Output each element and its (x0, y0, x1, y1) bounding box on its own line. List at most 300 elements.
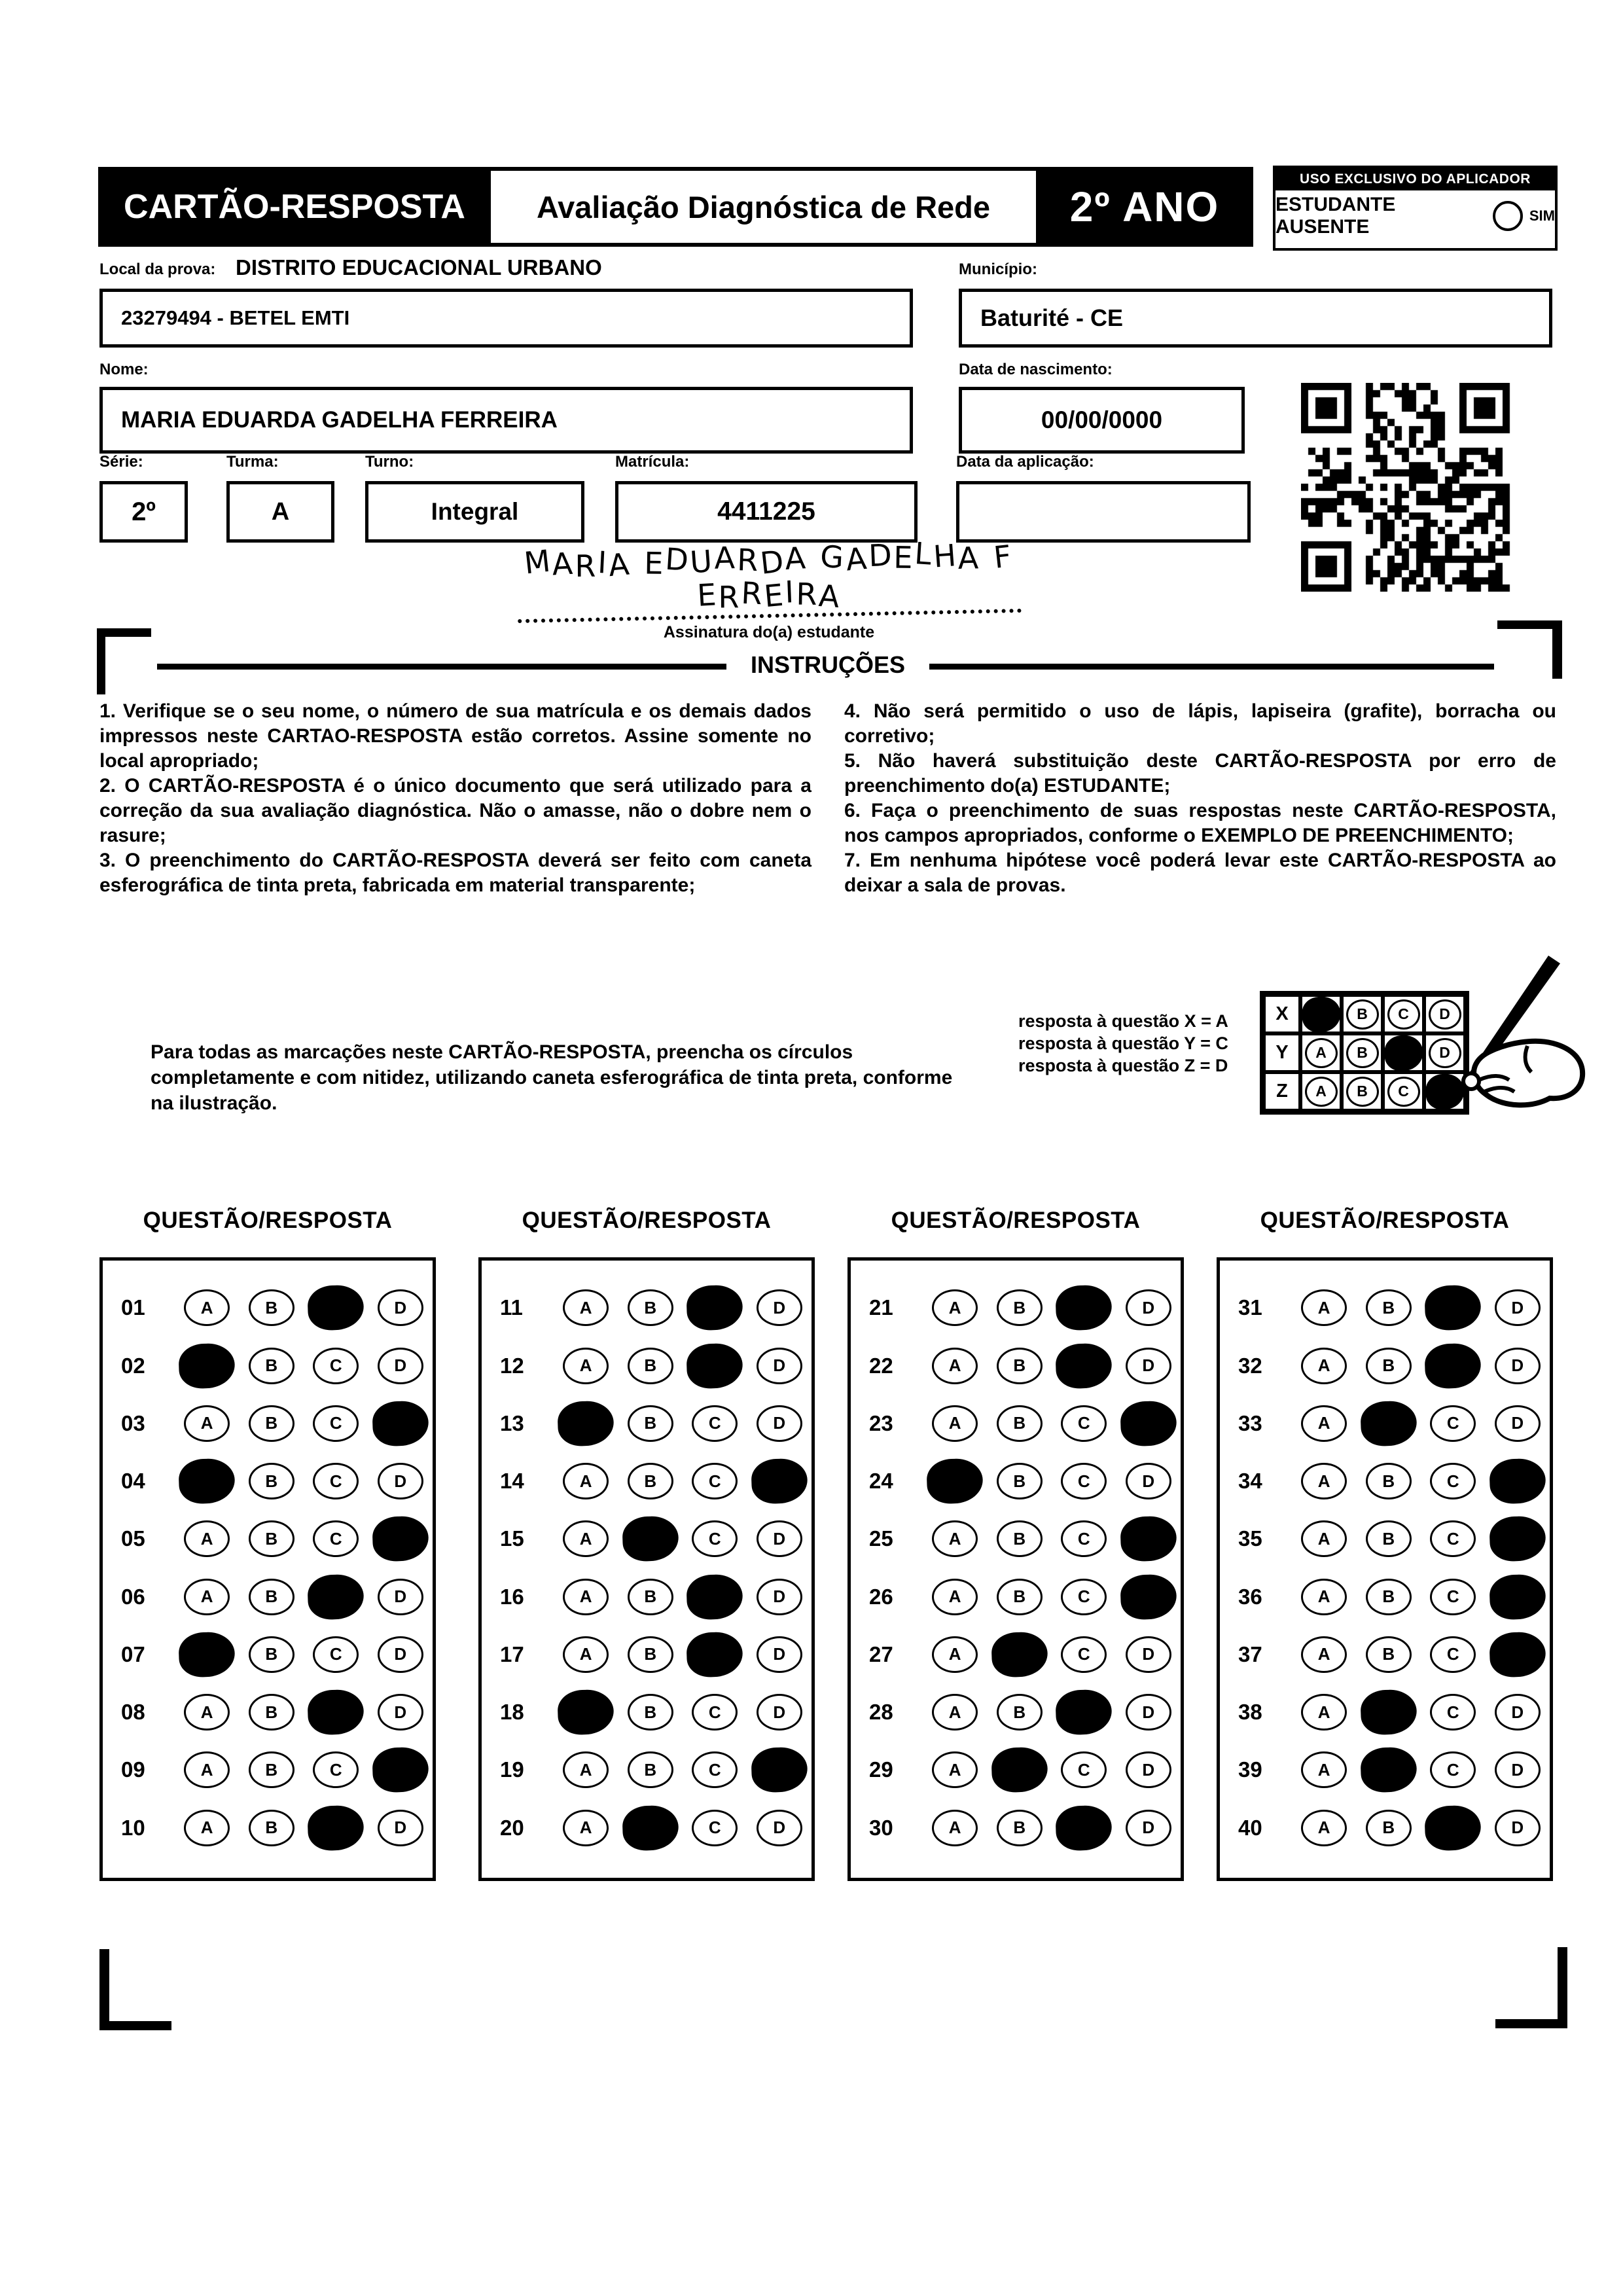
answer-bubble-26-c[interactable]: C (1061, 1579, 1107, 1615)
example-bubble-cell (1342, 1072, 1383, 1111)
answer-bubble-36-b[interactable]: B (1366, 1579, 1412, 1615)
answer-bubble-24-d[interactable]: D (1126, 1463, 1171, 1499)
answer-row (103, 1751, 433, 1788)
answer-bubble-18-c[interactable]: C (692, 1694, 738, 1731)
answer-bubble-36-a[interactable]: A (1301, 1579, 1347, 1615)
answer-bubble-21-a[interactable]: A (932, 1289, 978, 1326)
municipio-field: Baturité - CE (959, 289, 1552, 348)
answer-bubble-22-a[interactable]: A (932, 1348, 978, 1384)
answer-bubble-08-b[interactable]: B (249, 1694, 294, 1731)
answer-bubble-11-c[interactable] (686, 1285, 743, 1331)
answer-bubble-06-a[interactable]: A (184, 1579, 230, 1615)
answer-bubble-35-b[interactable]: B (1366, 1520, 1412, 1557)
answer-bubble-40-b[interactable]: B (1366, 1810, 1412, 1846)
answer-bubble-16-a[interactable]: A (563, 1579, 609, 1615)
answer-bubble-38-d[interactable]: D (1495, 1694, 1541, 1731)
answer-bubble-38-a[interactable]: A (1301, 1694, 1347, 1731)
answer-bubble-05-d[interactable] (372, 1516, 429, 1562)
bubble-slot (1052, 1289, 1116, 1326)
example-bubble-x-a (1301, 996, 1342, 1033)
bubble-slot (1421, 1636, 1486, 1673)
school-field: 23279494 - BETEL EMTI (99, 289, 913, 348)
answer-grid (847, 1257, 1184, 1881)
bubble-slot (304, 1636, 368, 1673)
bubble-slot (554, 1463, 618, 1499)
answer-section-title: QUESTÃO/RESPOSTA (522, 1208, 772, 1233)
example-bubble-x-d: D (1429, 999, 1461, 1030)
aplicacao-field (956, 481, 1251, 543)
answer-section-title: QUESTÃO/RESPOSTA (143, 1208, 393, 1233)
answer-bubble-40-a[interactable]: A (1301, 1810, 1347, 1846)
exam-title: Avaliação Diagnóstica de Rede (491, 171, 1036, 243)
answer-bubble-39-a[interactable]: A (1301, 1751, 1347, 1788)
example-legend-line: resposta à questão Y = C (1018, 1033, 1228, 1053)
answer-bubble-20-c[interactable]: C (692, 1810, 738, 1846)
answer-bubble-32-d[interactable]: D (1495, 1348, 1541, 1384)
answer-bubble-04-c[interactable]: C (313, 1463, 359, 1499)
answer-bubble-04-b[interactable]: B (249, 1463, 294, 1499)
answer-bubble-25-b[interactable]: B (997, 1520, 1043, 1557)
answer-bubble-26-b[interactable]: B (997, 1579, 1043, 1615)
bubble-slot (368, 1289, 433, 1326)
answer-bubble-23-d[interactable] (1120, 1400, 1177, 1446)
answer-bubble-07-d[interactable]: D (378, 1636, 423, 1673)
bubble-slot (1421, 1463, 1486, 1499)
answer-bubble-15-c[interactable]: C (692, 1520, 738, 1557)
answer-bubble-07-c[interactable]: C (313, 1636, 359, 1673)
answer-bubble-27-c[interactable]: C (1061, 1636, 1107, 1673)
answer-bubble-13-a[interactable] (557, 1400, 615, 1446)
bubble-slot (683, 1348, 747, 1384)
absent-option-label: SIM (1529, 207, 1555, 224)
question-number: 28 (869, 1700, 893, 1725)
bubble-slot (175, 1751, 240, 1788)
answer-bubble-15-a[interactable]: A (563, 1520, 609, 1557)
answer-bubble-05-a[interactable]: A (184, 1520, 230, 1557)
answer-bubble-22-c[interactable] (1055, 1342, 1113, 1389)
answer-bubble-06-b[interactable]: B (249, 1579, 294, 1615)
bubble-slot (683, 1405, 747, 1442)
answer-bubble-19-d[interactable] (751, 1747, 808, 1793)
answer-bubble-06-d[interactable]: D (378, 1579, 423, 1615)
bubble-slot (747, 1810, 812, 1846)
answer-bubble-16-d[interactable]: D (757, 1579, 802, 1615)
answer-bubble-32-a[interactable]: A (1301, 1348, 1347, 1384)
answer-bubble-27-b[interactable] (991, 1631, 1048, 1677)
signature-text: MARIA EDUARDA GADELHA FERREIRA (516, 537, 1022, 623)
answer-bubble-33-d[interactable]: D (1495, 1405, 1541, 1442)
bubble-slot (987, 1636, 1052, 1673)
bubble-slot (175, 1405, 240, 1442)
absent-checkbox-circle[interactable] (1493, 201, 1523, 231)
answer-bubble-35-d[interactable] (1489, 1516, 1546, 1562)
bubble-slot (683, 1694, 747, 1731)
serie-field: 2º (99, 481, 188, 543)
question-number: 25 (869, 1526, 893, 1551)
instruction-item: 1. Verifique se o seu nome, o número de sua matrícula e os demais dados impressos neste CARTAO-RESPOSTA estão corretos. Assine somente no local apropriado; (99, 700, 812, 772)
answer-bubble-23-a[interactable]: A (932, 1405, 978, 1442)
nome-field: MARIA EDUARDA GADELHA FERREIRA (99, 387, 913, 454)
answer-bubble-24-a[interactable] (926, 1458, 984, 1504)
bubble-slot (923, 1579, 988, 1615)
answer-bubble-23-b[interactable]: B (997, 1405, 1043, 1442)
answer-bubble-29-a[interactable]: A (932, 1751, 978, 1788)
answer-section-title: QUESTÃO/RESPOSTA (891, 1208, 1141, 1233)
bubble-slot (618, 1520, 683, 1557)
answer-bubble-15-b[interactable] (622, 1516, 679, 1562)
bubble-slot (1052, 1579, 1116, 1615)
instruction-item: 7. Em nenhuma hipótese você poderá levar este CARTÃO-RESPOSTA ao deixar a sala de provas. (844, 850, 1556, 896)
bubble-slot (923, 1751, 988, 1788)
answer-bubble-03-b[interactable]: B (249, 1405, 294, 1442)
answer-bubble-07-a[interactable] (178, 1631, 236, 1677)
answer-bubble-30-b[interactable]: B (997, 1810, 1043, 1846)
bubble-slot (1292, 1405, 1357, 1442)
bubble-slot (554, 1348, 618, 1384)
answer-bubble-35-a[interactable]: A (1301, 1520, 1347, 1557)
bubble-slot (923, 1405, 988, 1442)
qr-code (1301, 383, 1512, 594)
bubble-slot (987, 1348, 1052, 1384)
answer-bubble-39-b[interactable] (1360, 1747, 1418, 1793)
answer-row (1220, 1579, 1550, 1615)
answer-bubble-12-b[interactable]: B (628, 1348, 673, 1384)
signature-area (517, 535, 1021, 642)
turno-field: Integral (365, 481, 584, 543)
question-number: 02 (121, 1353, 145, 1378)
answer-bubble-33-b[interactable] (1360, 1400, 1418, 1446)
answer-bubble-14-a[interactable]: A (563, 1463, 609, 1499)
answer-bubble-28-d[interactable]: D (1126, 1694, 1171, 1731)
bubble-slot (987, 1751, 1052, 1788)
answer-bubble-36-d[interactable] (1489, 1573, 1546, 1620)
answer-bubble-10-d[interactable]: D (378, 1810, 423, 1846)
answer-bubble-31-d[interactable]: D (1495, 1289, 1541, 1326)
bubble-slot (1421, 1289, 1486, 1326)
bubble-slot (368, 1463, 433, 1499)
aplicacao-label: Data da aplicação: (956, 453, 1094, 471)
bubble-slot (1052, 1810, 1116, 1846)
answer-bubble-24-b[interactable]: B (997, 1463, 1043, 1499)
bubble-slot (175, 1810, 240, 1846)
answer-bubble-02-b[interactable]: B (249, 1348, 294, 1384)
bubble-slot (1292, 1463, 1357, 1499)
answer-bubble-02-c[interactable]: C (313, 1348, 359, 1384)
answer-bubble-32-b[interactable]: B (1366, 1348, 1412, 1384)
answer-bubble-21-b[interactable]: B (997, 1289, 1043, 1326)
answer-bubble-29-c[interactable]: C (1061, 1751, 1107, 1788)
answer-bubble-04-d[interactable]: D (378, 1463, 423, 1499)
bubble-slot (239, 1579, 304, 1615)
answer-bubble-13-b[interactable]: B (628, 1405, 673, 1442)
bubble-slot (239, 1348, 304, 1384)
answer-bubble-16-b[interactable]: B (628, 1579, 673, 1615)
local-value: DISTRITO EDUCACIONAL URBANO (236, 255, 602, 279)
bubble-slot (368, 1405, 433, 1442)
bubble-slot (747, 1636, 812, 1673)
answer-bubble-28-c[interactable] (1055, 1689, 1113, 1735)
answer-bubble-03-d[interactable] (372, 1400, 429, 1446)
answer-bubble-15-d[interactable]: D (757, 1520, 802, 1557)
question-number: 29 (869, 1757, 893, 1782)
answer-row (103, 1579, 433, 1615)
bubble-slot (1116, 1579, 1181, 1615)
answer-bubble-25-d[interactable] (1120, 1516, 1177, 1562)
bubble-slot (554, 1751, 618, 1788)
answer-row (482, 1405, 812, 1442)
answer-bubble-38-c[interactable]: C (1430, 1694, 1476, 1731)
answer-bubble-19-c[interactable]: C (692, 1751, 738, 1788)
example-bubble-y-d: D (1429, 1038, 1461, 1068)
answer-bubble-36-c[interactable]: C (1430, 1579, 1476, 1615)
question-number: 31 (1238, 1295, 1262, 1320)
question-number: 18 (500, 1700, 524, 1725)
answer-bubble-01-b[interactable]: B (249, 1289, 294, 1326)
answer-bubble-13-c[interactable]: C (692, 1405, 738, 1442)
bubble-slot (239, 1751, 304, 1788)
answer-bubble-01-a[interactable]: A (184, 1289, 230, 1326)
bubble-slot (1292, 1810, 1357, 1846)
bubble-slot (747, 1579, 812, 1615)
bubble-slot (368, 1810, 433, 1846)
bubble-slot (175, 1694, 240, 1731)
example-row-label: X (1264, 995, 1300, 1033)
answer-bubble-08-d[interactable]: D (378, 1694, 423, 1731)
bubble-slot (1485, 1579, 1550, 1615)
bubble-slot (304, 1579, 368, 1615)
question-number: 04 (121, 1469, 145, 1494)
answer-row (103, 1463, 433, 1499)
answer-bubble-16-c[interactable] (686, 1573, 743, 1620)
bubble-slot (1421, 1579, 1486, 1615)
answer-bubble-40-d[interactable]: D (1495, 1810, 1541, 1846)
answer-bubble-27-a[interactable]: A (932, 1636, 978, 1673)
answer-bubble-10-a[interactable]: A (184, 1810, 230, 1846)
answer-row (1220, 1463, 1550, 1499)
answer-bubble-20-a[interactable]: A (563, 1810, 609, 1846)
instruction-item: 6. Faça o preenchimento de suas respostas neste CARTÃO-RESPOSTA, nos campos apropriados, conforme o EXEMPLO DE PREENCHIMENTO; (844, 800, 1556, 846)
bubble-slot (923, 1520, 988, 1557)
answer-bubble-14-d[interactable] (751, 1458, 808, 1504)
answer-bubble-17-a[interactable]: A (563, 1636, 609, 1673)
answer-bubble-31-b[interactable]: B (1366, 1289, 1412, 1326)
answer-bubble-10-b[interactable]: B (249, 1810, 294, 1846)
bubble-slot (304, 1348, 368, 1384)
example-bubble-x-b: B (1346, 999, 1379, 1030)
bubble-slot (368, 1694, 433, 1731)
answer-bubble-25-a[interactable]: A (932, 1520, 978, 1557)
bubble-slot (618, 1348, 683, 1384)
answer-bubble-14-c[interactable]: C (692, 1463, 738, 1499)
answer-row (851, 1520, 1181, 1557)
answer-bubble-09-b[interactable]: B (249, 1751, 294, 1788)
answer-bubble-20-b[interactable] (622, 1804, 679, 1851)
answer-row (851, 1579, 1181, 1615)
bubble-slot (175, 1463, 240, 1499)
answer-bubble-34-c[interactable]: C (1430, 1463, 1476, 1499)
answer-bubble-17-c[interactable] (686, 1631, 743, 1677)
bubble-slot (1356, 1520, 1421, 1557)
answer-bubble-28-b[interactable]: B (997, 1694, 1043, 1731)
bubble-slot (1292, 1579, 1357, 1615)
answer-grid (99, 1257, 436, 1881)
bubble-slot (175, 1520, 240, 1557)
bubble-slot (368, 1348, 433, 1384)
question-number: 27 (869, 1641, 893, 1666)
example-legend (1018, 1010, 1228, 1077)
answer-row (103, 1348, 433, 1384)
answer-bubble-37-a[interactable]: A (1301, 1636, 1347, 1673)
answer-bubble-29-b[interactable] (991, 1747, 1048, 1793)
corner-mark-bottom-left (99, 1949, 171, 2030)
applicator-box (1273, 166, 1558, 251)
example-bubble-cell (1342, 1033, 1383, 1072)
answer-bubble-11-a[interactable]: A (563, 1289, 609, 1326)
answer-grid (1217, 1257, 1553, 1881)
bubble-slot (618, 1810, 683, 1846)
matricula-label: Matrícula: (615, 453, 690, 471)
bubble-slot (1421, 1810, 1486, 1846)
answer-bubble-34-b[interactable]: B (1366, 1463, 1412, 1499)
answer-row (103, 1520, 433, 1557)
answer-row (103, 1289, 433, 1326)
bubble-slot (239, 1636, 304, 1673)
answer-bubble-09-a[interactable]: A (184, 1751, 230, 1788)
answer-bubble-39-d[interactable]: D (1495, 1751, 1541, 1788)
bubble-slot (923, 1810, 988, 1846)
answer-row (851, 1348, 1181, 1384)
answer-row (103, 1810, 433, 1846)
answer-bubble-17-d[interactable]: D (757, 1636, 802, 1673)
answer-bubble-09-c[interactable]: C (313, 1751, 359, 1788)
answer-bubble-26-a[interactable]: A (932, 1579, 978, 1615)
answer-bubble-05-b[interactable]: B (249, 1520, 294, 1557)
answer-bubble-01-d[interactable]: D (378, 1289, 423, 1326)
answer-bubble-30-d[interactable]: D (1126, 1810, 1171, 1846)
answer-bubble-34-d[interactable] (1489, 1458, 1546, 1504)
bubble-slot (1116, 1636, 1181, 1673)
answer-bubble-12-a[interactable]: A (563, 1348, 609, 1384)
bubble-slot (1421, 1348, 1486, 1384)
answer-bubble-35-c[interactable]: C (1430, 1520, 1476, 1557)
answer-bubble-18-a[interactable] (557, 1689, 615, 1735)
answer-bubble-09-d[interactable] (372, 1747, 429, 1793)
answer-bubble-08-a[interactable]: A (184, 1694, 230, 1731)
answer-row (482, 1636, 812, 1673)
answer-bubble-11-d[interactable]: D (757, 1289, 802, 1326)
answer-bubble-18-b[interactable]: B (628, 1694, 673, 1731)
example-bubble-z-b: B (1346, 1077, 1379, 1107)
answer-bubble-14-b[interactable]: B (628, 1463, 673, 1499)
answer-bubble-02-a[interactable] (178, 1342, 236, 1389)
answer-bubble-21-d[interactable]: D (1126, 1289, 1171, 1326)
answer-bubble-18-d[interactable]: D (757, 1694, 802, 1731)
answer-bubble-19-b[interactable]: B (628, 1751, 673, 1788)
answer-bubble-25-c[interactable]: C (1061, 1520, 1107, 1557)
answer-bubble-32-c[interactable] (1424, 1342, 1482, 1389)
bubble-slot (175, 1348, 240, 1384)
answer-bubble-04-a[interactable] (178, 1458, 236, 1504)
question-number: 01 (121, 1295, 145, 1320)
answer-bubble-29-d[interactable]: D (1126, 1751, 1171, 1788)
answer-bubble-10-c[interactable] (307, 1804, 365, 1851)
answer-bubble-40-c[interactable] (1424, 1804, 1482, 1851)
instruction-item: 2. O CARTÃO-RESPOSTA é o único documento que será utilizado para a correção da sua avaliação diagnóstica. Não o amasse, não o dobre nem o rasure; (99, 775, 812, 846)
answer-bubble-07-b[interactable]: B (249, 1636, 294, 1673)
answer-bubble-05-c[interactable]: C (313, 1520, 359, 1557)
answer-bubble-37-d[interactable] (1489, 1631, 1546, 1677)
answer-bubble-08-c[interactable] (307, 1689, 365, 1735)
answer-bubble-12-d[interactable]: D (757, 1348, 802, 1384)
bubble-slot (987, 1694, 1052, 1731)
answer-bubble-06-c[interactable] (307, 1573, 365, 1620)
answer-bubble-39-c[interactable]: C (1430, 1751, 1476, 1788)
answer-bubble-02-d[interactable]: D (378, 1348, 423, 1384)
answer-bubble-31-c[interactable] (1424, 1285, 1482, 1331)
answer-bubble-23-c[interactable]: C (1061, 1405, 1107, 1442)
bubble-slot (554, 1810, 618, 1846)
bubble-slot (923, 1463, 988, 1499)
nascimento-field: 00/00/0000 (959, 387, 1245, 454)
example-bubble-y-a: A (1305, 1038, 1338, 1068)
answer-bubble-26-d[interactable] (1120, 1573, 1177, 1620)
answer-bubble-33-a[interactable]: A (1301, 1405, 1347, 1442)
answer-row (1220, 1694, 1550, 1731)
answer-bubble-34-a[interactable]: A (1301, 1463, 1347, 1499)
answer-bubble-22-b[interactable]: B (997, 1348, 1043, 1384)
example-legend-line: resposta à questão X = A (1018, 1011, 1228, 1031)
bubble-slot (683, 1289, 747, 1326)
answer-bubble-33-c[interactable]: C (1430, 1405, 1476, 1442)
bubble-slot (1356, 1463, 1421, 1499)
example-bubble-x-c: C (1387, 999, 1420, 1030)
answer-row (482, 1520, 812, 1557)
answer-bubble-12-c[interactable] (686, 1342, 743, 1389)
answer-bubble-38-b[interactable] (1360, 1689, 1418, 1735)
answer-bubble-24-c[interactable]: C (1061, 1463, 1107, 1499)
bubble-slot (304, 1694, 368, 1731)
bubble-slot (1052, 1405, 1116, 1442)
answer-bubble-17-b[interactable]: B (628, 1636, 673, 1673)
bubble-slot (683, 1520, 747, 1557)
answer-bubble-13-d[interactable]: D (757, 1405, 802, 1442)
answer-bubble-20-d[interactable]: D (757, 1810, 802, 1846)
bubble-slot (1356, 1405, 1421, 1442)
answer-bubble-37-b[interactable]: B (1366, 1636, 1412, 1673)
bubble-slot (554, 1636, 618, 1673)
example-bubble-z-a: A (1305, 1077, 1338, 1107)
answer-bubble-27-d[interactable]: D (1126, 1636, 1171, 1673)
answer-section (847, 1208, 1184, 1881)
answer-bubble-21-c[interactable] (1055, 1285, 1113, 1331)
answer-bubble-11-b[interactable]: B (628, 1289, 673, 1326)
bubble-slot (747, 1751, 812, 1788)
answer-bubble-19-a[interactable]: A (563, 1751, 609, 1788)
answer-bubble-31-a[interactable]: A (1301, 1289, 1347, 1326)
answer-grid (478, 1257, 815, 1881)
question-number: 19 (500, 1757, 524, 1782)
bubble-slot (368, 1520, 433, 1557)
answer-bubble-03-a[interactable]: A (184, 1405, 230, 1442)
answer-bubble-01-c[interactable] (307, 1285, 365, 1331)
answer-bubble-28-a[interactable]: A (932, 1694, 978, 1731)
answer-bubble-30-a[interactable]: A (932, 1810, 978, 1846)
answer-bubble-37-c[interactable]: C (1430, 1636, 1476, 1673)
answer-bubble-30-c[interactable] (1055, 1804, 1113, 1851)
bubble-slot (554, 1579, 618, 1615)
answer-bubble-03-c[interactable]: C (313, 1405, 359, 1442)
answer-bubble-22-d[interactable]: D (1126, 1348, 1171, 1384)
